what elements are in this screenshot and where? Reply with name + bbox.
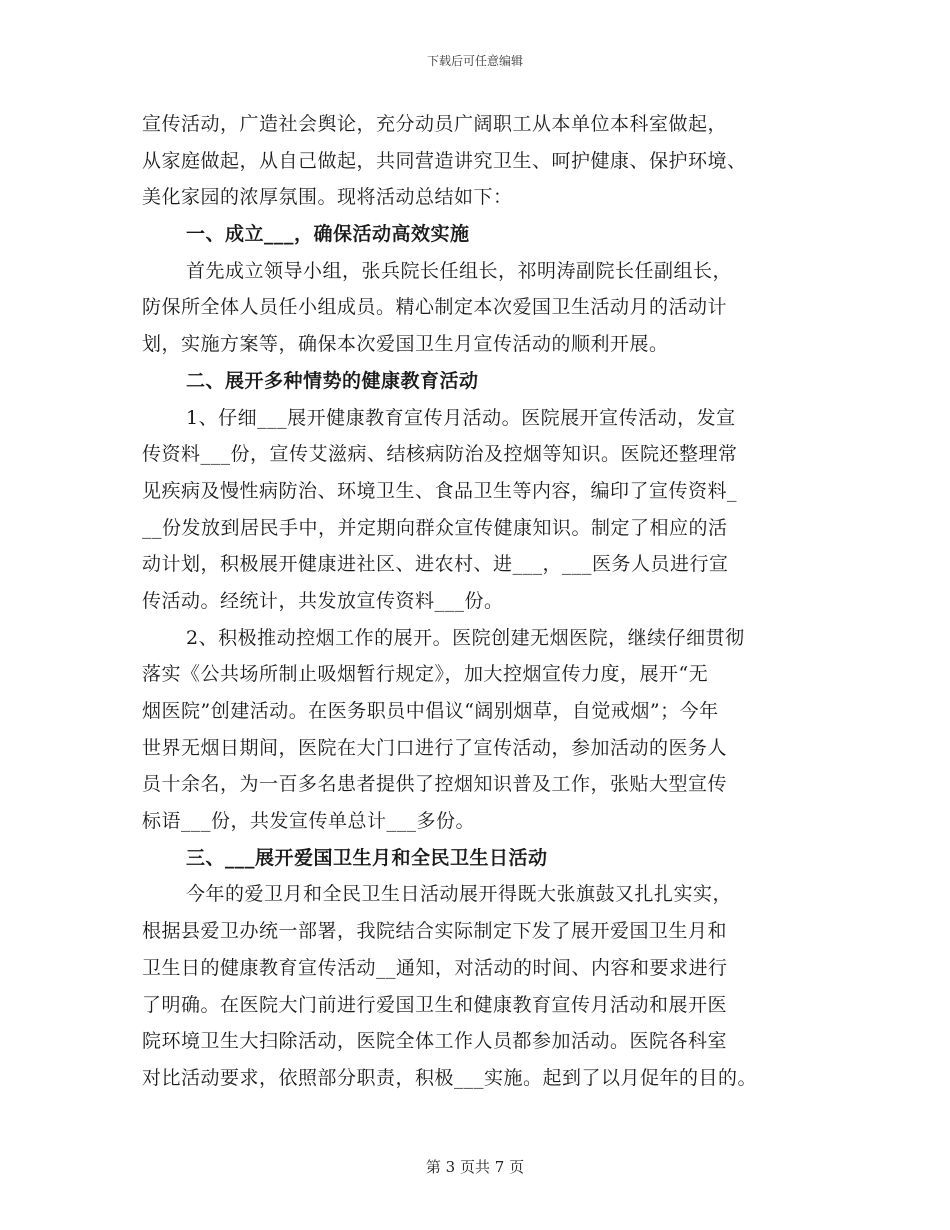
body-line: 宣传活动，广造社会舆论，充分动员广阔职工从本单位本科室做起， <box>142 113 728 135</box>
body-line: 标语___份，共发宣传单总计___多份。 <box>142 810 476 833</box>
body-line: 防保所全体人员任小组成员。精心制定本次爱国卫生活动月的活动计 <box>142 296 728 319</box>
body-line: 传活动。经统计，共发放宣传资料___份。 <box>142 589 504 612</box>
body-line: 1、仔细___展开健康教育宣传月活动。医院展开宣传活动，发宣 <box>186 406 736 429</box>
header-note: 下载后可任意编辑 <box>426 54 523 68</box>
body-line: 见疾病及慢性病防治、环境卫生、食品卫生等内容，编印了宣传资料_ <box>142 479 738 502</box>
body-line: 对比活动要求，依照部分职责，积极___实施。起到了以月促年的目的。 <box>142 1066 758 1089</box>
document-body <box>142 106 822 1097</box>
body-line: 动计划，积极展开健康进社区、进农村、进___，___医务人员进行宣 <box>142 553 729 576</box>
body-line: 根据县爱卫办统一部署，我院结合实际制定下发了展开爱国卫生月和 <box>142 920 728 943</box>
body-line: 划，实施方案等，确保本次爱国卫生月宣传活动的顺利开展。 <box>142 333 669 356</box>
body-line: 首先成立领导小组，张兵院长任组长，祁明涛副院长任副组长， <box>186 259 733 282</box>
body-line: 员十余名，为一百多名患者提供了控烟知识普及工作，张贴大型宣传 <box>142 773 728 796</box>
body-line: 了明确。在医院大门前进行爱国卫生和健康教育宣传月活动和展开医 <box>142 993 728 1016</box>
section-heading-3: 三、___展开爱国卫生月和全民卫生日活动 <box>186 846 548 869</box>
body-line: 烟医院”创建活动。在医务职员中倡议“阔别烟草，自觉戒烟”；今年 <box>142 700 719 722</box>
body-line: 院环境卫生大扫除活动，医院全体工作人员都参加活动。医院各科室 <box>142 1030 728 1053</box>
body-line: 今年的爱卫月和全民卫生日活动展开得既大张旗鼓又扎扎实实， <box>186 883 733 906</box>
body-line: __份发放到居民手中，并定期向群众宣传健康知识。制定了相应的活 <box>142 516 728 539</box>
page-number: 第 3 页共 7 页 <box>425 1158 525 1176</box>
body-line: 从家庭做起，从自己做起，共同营造讲究卫生、呵护健康、保护环境、 <box>142 149 747 172</box>
body-line: 落实《公共场所制止吸烟暂行规定》，加大控烟宣传力度，展开“无 <box>142 663 709 686</box>
section-heading-2: 二、展开多种情势的健康教育活动 <box>186 369 479 392</box>
body-line: 卫生日的健康教育宣传活动__通知，对活动的时间、内容和要求进行 <box>142 956 728 979</box>
body-line: 2、积极推动控烟工作的展开。医院创建无烟医院，继续仔细贯彻 <box>186 626 745 649</box>
body-line: 世界无烟日期间，医院在大门口进行了宣传活动，参加活动的医务人 <box>142 736 728 759</box>
section-heading-1: 一、成立___，确保活动高效实施 <box>186 223 470 246</box>
body-line: 传资料___份，宣传艾滋病、结核病防治及控烟等知识。医院还整理常 <box>142 443 738 466</box>
body-line: 美化家园的浓厚氛围。现将活动总结如下： <box>142 186 513 209</box>
